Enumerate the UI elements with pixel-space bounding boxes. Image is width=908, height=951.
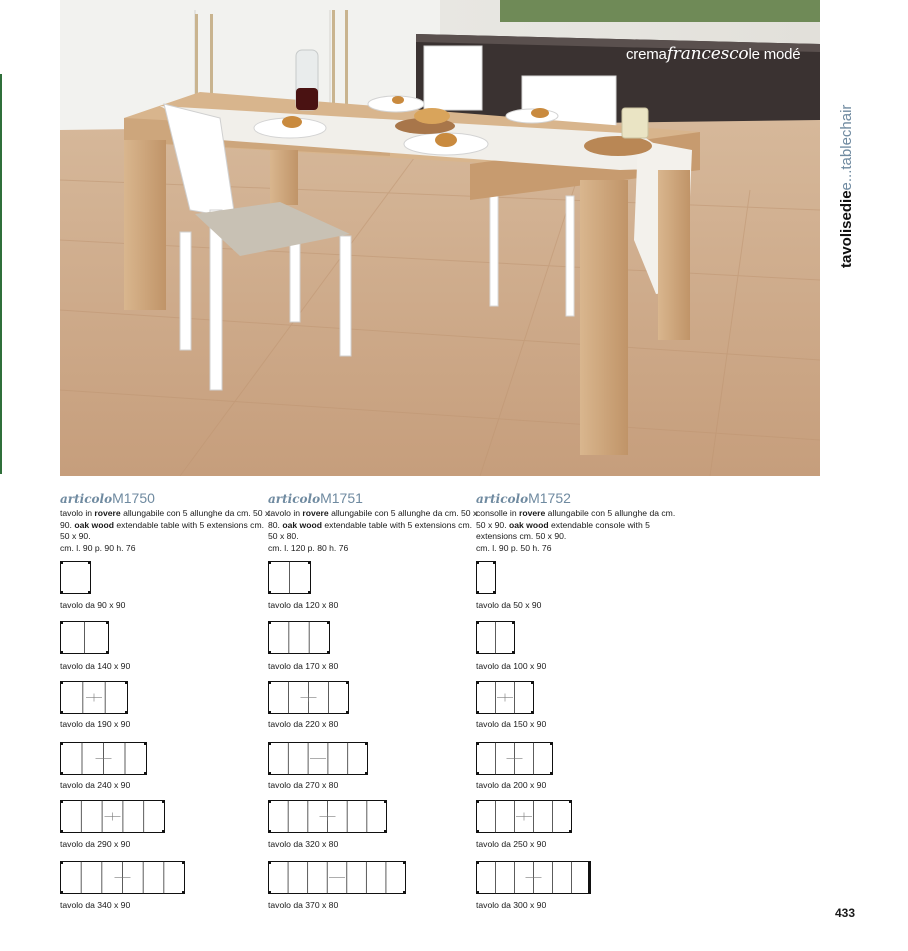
table-diagram <box>476 861 592 895</box>
table-diagram-svg <box>268 742 369 776</box>
leg-marker <box>477 743 479 745</box>
leg-marker <box>269 591 271 593</box>
configuration-caption: tavolo da 290 x 90 <box>60 839 131 849</box>
article-code: M1751 <box>320 490 363 506</box>
configuration-caption: tavolo da 120 x 80 <box>268 600 339 610</box>
leg-marker <box>61 682 63 684</box>
leg-marker <box>365 743 367 745</box>
table-diagram-svg <box>60 681 129 715</box>
leg-marker <box>493 591 495 593</box>
desc-text: extendable console with 5 extensions cm. 50 x 90. <box>476 519 650 542</box>
leg-marker <box>88 591 90 593</box>
desc-text: extendable table with 5 extensions cm. 50 x 90. <box>60 519 264 542</box>
table-diagram <box>60 681 129 715</box>
table-outline <box>61 562 91 594</box>
leg-marker <box>269 743 271 745</box>
leg-marker <box>308 562 310 564</box>
article-column-m1750 <box>60 490 270 554</box>
end-panel <box>588 862 591 894</box>
configuration-caption: tavolo da 50 x 90 <box>476 600 542 610</box>
leg-marker <box>269 562 271 564</box>
table-diagram-svg <box>476 742 554 776</box>
configuration-caption: tavolo da 140 x 90 <box>60 661 131 671</box>
brand-suffix: le modé <box>748 46 801 63</box>
leg-marker <box>61 830 63 832</box>
table-diagram-svg <box>476 561 497 595</box>
section-title-light: e...tablechair <box>838 104 855 191</box>
leg-marker <box>550 772 552 774</box>
desc-bold: rovere <box>94 508 121 518</box>
table-diagram-svg <box>476 861 592 895</box>
desc-bold: rovere <box>519 508 546 518</box>
leg-marker <box>61 622 63 624</box>
leg-marker <box>569 830 571 832</box>
table-diagram-svg <box>60 621 110 655</box>
leg-marker <box>106 651 108 653</box>
table-diagram-svg <box>268 561 312 595</box>
leg-marker <box>182 891 184 893</box>
section-title-bold: tavolisedie <box>838 190 855 268</box>
leg-marker <box>477 801 479 803</box>
article-description <box>476 508 686 554</box>
leg-marker <box>182 862 184 864</box>
table-diagram <box>60 800 166 834</box>
article-dimensions: cm. l. 120 p. 80 h. 76 <box>268 542 349 553</box>
leg-marker <box>162 801 164 803</box>
table-diagram-svg <box>476 800 573 834</box>
configuration-caption: tavolo da 170 x 80 <box>268 661 339 671</box>
leg-marker <box>61 862 63 864</box>
table-diagram <box>268 681 350 715</box>
article-heading <box>476 490 686 506</box>
leg-marker <box>125 682 127 684</box>
desc-bold: oak wood <box>74 519 114 530</box>
article-heading <box>268 490 478 506</box>
leg-marker <box>477 562 479 564</box>
leg-marker <box>269 711 271 713</box>
table-diagram-svg <box>268 861 407 895</box>
table-outline <box>269 622 330 654</box>
article-label: articolo <box>60 492 113 506</box>
table-diagram <box>60 621 110 655</box>
desc-text: allungabile con 5 allunghe da cm. 50 x 90. <box>476 508 676 530</box>
desc-text: tavolo in <box>268 508 303 518</box>
page-edge-rule <box>0 74 2 474</box>
table-diagram <box>268 561 312 595</box>
article-label: articolo <box>476 492 529 506</box>
leg-marker <box>308 591 310 593</box>
table-diagram <box>476 561 497 595</box>
configuration-caption: tavolo da 190 x 90 <box>60 719 131 729</box>
table-diagram <box>268 800 388 834</box>
article-label: articolo <box>268 492 321 506</box>
leg-marker <box>403 862 405 864</box>
configuration-caption: tavolo da 150 x 90 <box>476 719 547 729</box>
table-diagram-svg <box>60 561 92 595</box>
article-dimensions: cm. l. 90 p. 50 h. 76 <box>476 542 552 553</box>
table-diagram <box>268 861 407 895</box>
leg-marker <box>477 591 479 593</box>
brand-logo <box>626 44 800 64</box>
table-diagram-svg <box>60 742 148 776</box>
table-diagram-svg <box>476 681 535 715</box>
leg-marker <box>477 891 479 893</box>
table-diagram-svg <box>60 800 166 834</box>
leg-marker <box>269 862 271 864</box>
leg-marker <box>477 711 479 713</box>
table-diagram <box>476 681 535 715</box>
leg-marker <box>88 562 90 564</box>
table-diagram-svg <box>476 621 516 655</box>
leg-marker <box>569 801 571 803</box>
leg-marker <box>125 711 127 713</box>
leg-marker <box>477 651 479 653</box>
leg-marker <box>61 711 63 713</box>
leg-marker <box>61 801 63 803</box>
configuration-caption: tavolo da 340 x 90 <box>60 900 131 910</box>
leg-marker <box>269 830 271 832</box>
leg-marker <box>550 743 552 745</box>
desc-text: allungabile con 5 allunghe da cm. 50 x 80. <box>268 508 478 530</box>
configuration-caption: tavolo da 370 x 80 <box>268 900 339 910</box>
table-diagram <box>476 800 573 834</box>
configuration-caption: tavolo da 90 x 90 <box>60 600 126 610</box>
desc-bold: rovere <box>302 508 329 518</box>
table-diagram-svg <box>268 800 388 834</box>
leg-marker <box>531 711 533 713</box>
configuration-caption: tavolo da 240 x 90 <box>60 780 131 790</box>
leg-marker <box>477 622 479 624</box>
leg-marker <box>327 622 329 624</box>
leg-marker <box>512 651 514 653</box>
leg-marker <box>365 772 367 774</box>
table-diagram <box>268 742 369 776</box>
table-diagram <box>268 621 331 655</box>
leg-marker <box>346 711 348 713</box>
brand-script: francesco <box>666 44 749 64</box>
leg-marker <box>162 830 164 832</box>
article-description <box>268 508 478 554</box>
leg-marker <box>403 891 405 893</box>
desc-text: extendable table with 5 extensions cm. 50 x 80. <box>268 519 472 542</box>
article-description <box>60 508 270 554</box>
configuration-caption: tavolo da 300 x 90 <box>476 900 547 910</box>
leg-marker <box>144 772 146 774</box>
leg-marker <box>61 651 63 653</box>
table-diagram-svg <box>268 621 331 655</box>
leg-marker <box>512 622 514 624</box>
configuration-caption: tavolo da 270 x 80 <box>268 780 339 790</box>
leg-marker <box>327 651 329 653</box>
leg-marker <box>269 682 271 684</box>
leg-marker <box>384 830 386 832</box>
leg-marker <box>269 801 271 803</box>
desc-text: allungabile con 5 allunghe da cm. 50 x 90. <box>60 508 270 530</box>
article-column-m1751 <box>268 490 478 554</box>
leg-marker <box>269 622 271 624</box>
leg-marker <box>61 591 63 593</box>
brand-prefix: crema <box>626 46 667 63</box>
desc-text: tavolo in <box>60 508 95 518</box>
table-diagram-svg <box>268 681 350 715</box>
article-code: M1752 <box>528 490 571 506</box>
leg-marker <box>269 651 271 653</box>
section-title-vertical <box>838 105 855 268</box>
leg-marker <box>269 891 271 893</box>
leg-marker <box>106 622 108 624</box>
leg-marker <box>61 562 63 564</box>
article-column-m1752 <box>476 490 686 554</box>
configuration-caption: tavolo da 320 x 80 <box>268 839 339 849</box>
article-heading <box>60 490 270 506</box>
table-diagram <box>476 742 554 776</box>
desc-bold: oak wood <box>282 519 322 530</box>
leg-marker <box>477 830 479 832</box>
leg-marker <box>477 862 479 864</box>
dining-room-illustration <box>60 0 820 476</box>
leg-marker <box>477 772 479 774</box>
configuration-caption: tavolo da 100 x 90 <box>476 661 547 671</box>
table-diagram <box>60 861 186 895</box>
configuration-caption: tavolo da 250 x 90 <box>476 839 547 849</box>
configuration-caption: tavolo da 220 x 80 <box>268 719 339 729</box>
leg-marker <box>346 682 348 684</box>
table-diagram <box>476 621 516 655</box>
leg-marker <box>384 801 386 803</box>
leg-marker <box>61 743 63 745</box>
leg-marker <box>269 772 271 774</box>
leg-marker <box>493 562 495 564</box>
article-code: M1750 <box>112 490 155 506</box>
desc-bold: oak wood <box>508 519 549 530</box>
table-diagram-svg <box>60 861 186 895</box>
leg-marker <box>144 743 146 745</box>
leg-marker <box>61 772 63 774</box>
page-number: 433 <box>835 906 856 920</box>
article-dimensions: cm. l. 90 p. 90 h. 76 <box>60 542 136 553</box>
configuration-caption: tavolo da 200 x 90 <box>476 780 547 790</box>
leg-marker <box>477 682 479 684</box>
table-diagram <box>60 742 148 776</box>
table-outline <box>477 562 496 594</box>
table-diagram <box>60 561 92 595</box>
product-photo <box>60 0 820 476</box>
desc-text: consolle in <box>476 508 519 518</box>
leg-marker <box>61 891 63 893</box>
leg-marker <box>531 682 533 684</box>
